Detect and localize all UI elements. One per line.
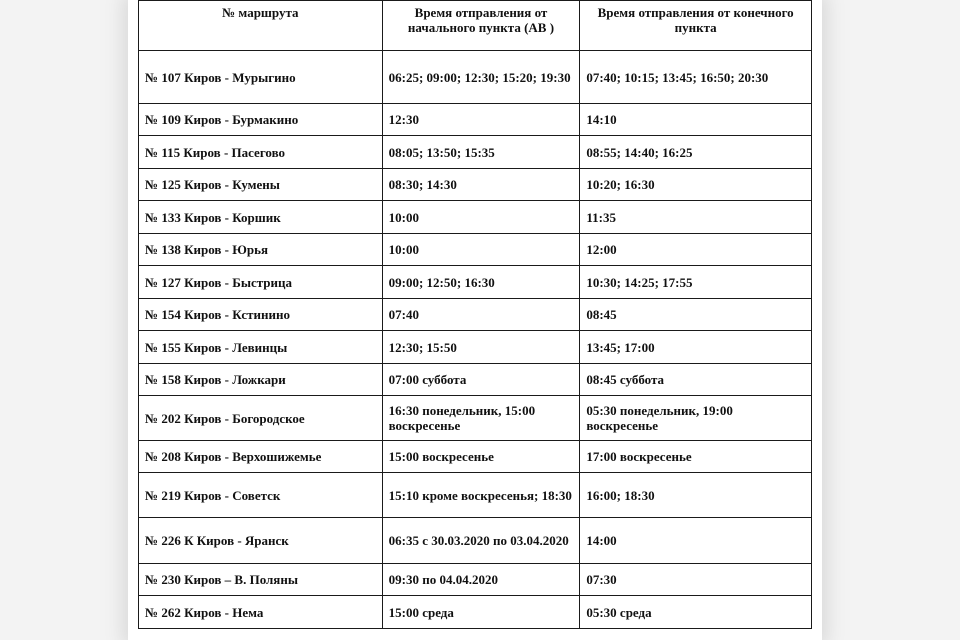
header-route: № маршрута (139, 1, 383, 51)
table-row (139, 473, 812, 518)
route-cell: № 202 Киров - Богородское (139, 396, 383, 441)
table-row (139, 596, 812, 629)
depart-start-cell: 08:05; 13:50; 15:35 (382, 136, 580, 169)
table-row (139, 51, 812, 104)
depart-start-cell: 15:00 воскресенье (382, 441, 580, 473)
depart-end-cell: 10:30; 14:25; 17:55 (580, 266, 812, 299)
depart-start-cell: 10:00 (382, 234, 580, 266)
depart-start-cell: 15:10 кроме воскресенья; 18:30 (382, 473, 580, 518)
table-row (139, 266, 812, 299)
table-row (139, 396, 812, 441)
bus-schedule-table (138, 0, 812, 629)
depart-end-cell: 08:55; 14:40; 16:25 (580, 136, 812, 169)
table-header-row (139, 1, 812, 51)
header-depart-start: Время отправления от начального пункта (АВ ) (382, 1, 580, 51)
table-row (139, 169, 812, 201)
depart-start-cell: 12:30; 15:50 (382, 331, 580, 364)
route-cell: № 155 Киров - Левинцы (139, 331, 383, 364)
table-row (139, 104, 812, 136)
table-row (139, 234, 812, 266)
depart-start-cell: 07:40 (382, 299, 580, 331)
route-cell: № 262 Киров - Нема (139, 596, 383, 629)
table-row (139, 518, 812, 564)
depart-start-cell: 12:30 (382, 104, 580, 136)
depart-end-cell: 07:40; 10:15; 13:45; 16:50; 20:30 (580, 51, 812, 104)
route-cell: № 127 Киров - Быстрица (139, 266, 383, 299)
route-cell: № 154 Киров - Кстинино (139, 299, 383, 331)
table-row (139, 201, 812, 234)
table-row (139, 136, 812, 169)
depart-end-cell: 11:35 (580, 201, 812, 234)
table-row (139, 331, 812, 364)
route-cell: № 109 Киров - Бурмакино (139, 104, 383, 136)
route-cell: № 158 Киров - Ложкари (139, 364, 383, 396)
depart-start-cell: 15:00 среда (382, 596, 580, 629)
depart-start-cell: 09:00; 12:50; 16:30 (382, 266, 580, 299)
depart-end-cell: 07:30 (580, 564, 812, 596)
route-cell: № 226 К Киров - Яранск (139, 518, 383, 564)
depart-end-cell: 08:45 (580, 299, 812, 331)
route-cell: № 230 Киров – В. Поляны (139, 564, 383, 596)
depart-end-cell: 08:45 суббота (580, 364, 812, 396)
depart-start-cell: 10:00 (382, 201, 580, 234)
depart-end-cell: 16:00; 18:30 (580, 473, 812, 518)
depart-start-cell: 07:00 суббота (382, 364, 580, 396)
route-cell: № 133 Киров - Коршик (139, 201, 383, 234)
depart-end-cell: 14:10 (580, 104, 812, 136)
header-depart-end: Время отправления от конечного пункта (580, 1, 812, 51)
table-row (139, 441, 812, 473)
depart-start-cell: 06:25; 09:00; 12:30; 15:20; 19:30 (382, 51, 580, 104)
route-cell: № 138 Киров - Юрья (139, 234, 383, 266)
route-cell: № 219 Киров - Советск (139, 473, 383, 518)
route-cell: № 125 Киров - Кумены (139, 169, 383, 201)
route-cell: № 107 Киров - Мурыгино (139, 51, 383, 104)
route-cell: № 115 Киров - Пасегово (139, 136, 383, 169)
depart-end-cell: 05:30 понедельник, 19:00 воскресенье (580, 396, 812, 441)
depart-end-cell: 14:00 (580, 518, 812, 564)
depart-end-cell: 17:00 воскресенье (580, 441, 812, 473)
table-row (139, 564, 812, 596)
table-row (139, 364, 812, 396)
table-body (139, 51, 812, 629)
depart-end-cell: 12:00 (580, 234, 812, 266)
depart-end-cell: 05:30 среда (580, 596, 812, 629)
depart-start-cell: 08:30; 14:30 (382, 169, 580, 201)
depart-end-cell: 13:45; 17:00 (580, 331, 812, 364)
depart-end-cell: 10:20; 16:30 (580, 169, 812, 201)
depart-start-cell: 16:30 понедельник, 15:00 воскресенье (382, 396, 580, 441)
table-row (139, 299, 812, 331)
route-cell: № 208 Киров - Верхошижемье (139, 441, 383, 473)
depart-start-cell: 09:30 по 04.04.2020 (382, 564, 580, 596)
depart-start-cell: 06:35 с 30.03.2020 по 03.04.2020 (382, 518, 580, 564)
